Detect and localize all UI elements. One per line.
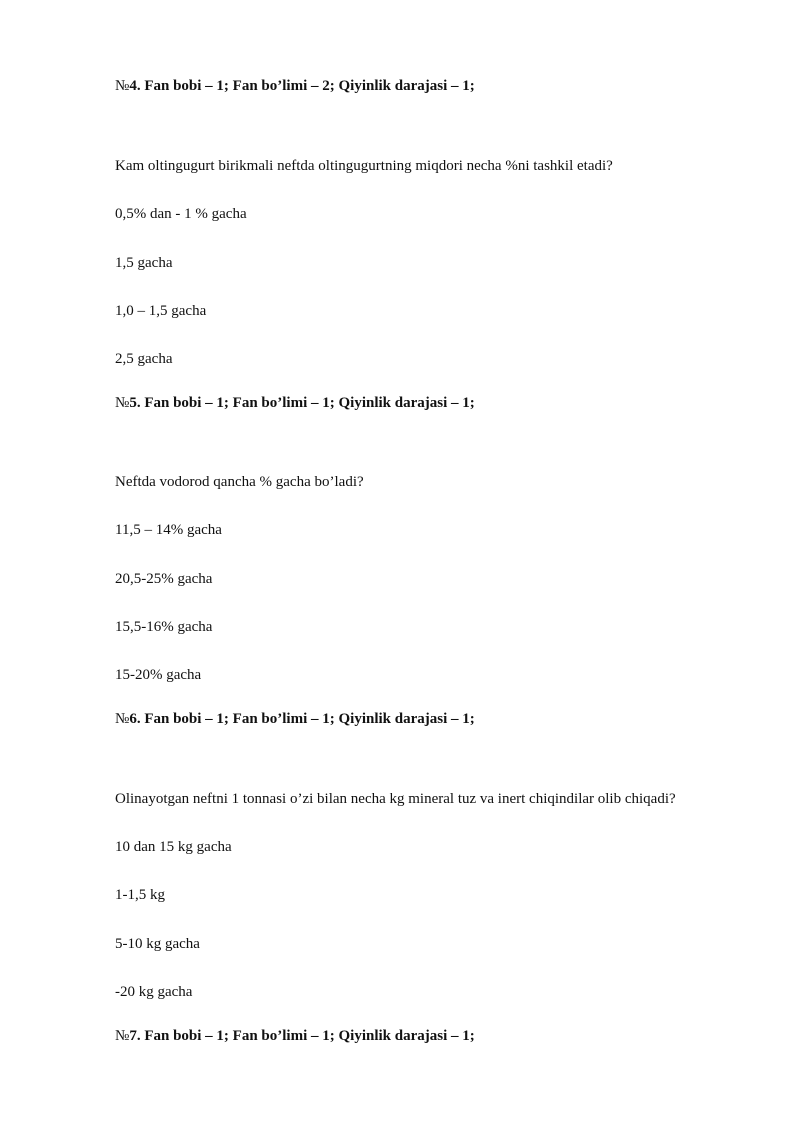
answer-option: 11,5 – 14% gacha <box>115 522 222 538</box>
question-header-text: 6. Fan bobi – 1; Fan bo’limi – 1; Qiyinlik darajasi – 1; <box>129 711 475 727</box>
answer-option: 1-1,5 kg <box>115 887 165 903</box>
question-text-4: Kam oltingugurt birikmali neftda oltingugurtning miqdori necha %ni tashkil etadi? <box>115 158 613 174</box>
answer-option: 10 dan 15 kg gacha <box>115 839 232 855</box>
question-header-text: 5. Fan bobi – 1; Fan bo’limi – 1; Qiyinlik darajasi – 1; <box>129 395 475 411</box>
answer-option: 5-10 kg gacha <box>115 936 200 952</box>
question-text-6: Olinayotgan neftni 1 tonnasi o’zi bilan necha kg mineral tuz va inert chiqindilar olib chiqadi? <box>115 791 676 807</box>
question-header-text: 4. Fan bobi – 1; Fan bo’limi – 2; Qiyinlik darajasi – 1; <box>129 78 475 94</box>
number-sign: № <box>115 711 130 727</box>
answer-option: 15,5-16% gacha <box>115 619 213 635</box>
answer-option: 1,0 – 1,5 gacha <box>115 303 207 319</box>
question-header-7 <box>115 1027 475 1045</box>
question-header-text: 7. Fan bobi – 1; Fan bo’limi – 1; Qiyinlik darajasi – 1; <box>129 1028 475 1044</box>
answer-option: 20,5-25% gacha <box>115 571 213 587</box>
answer-option: 2,5 gacha <box>115 351 173 367</box>
answer-option: -20 kg gacha <box>115 984 193 1000</box>
number-sign: № <box>115 395 130 411</box>
number-sign: № <box>115 78 130 94</box>
question-header-5 <box>115 394 475 412</box>
answer-option: 0,5% dan - 1 % gacha <box>115 206 247 222</box>
question-text-5: Neftda vodorod qancha % gacha bo’ladi? <box>115 474 364 490</box>
question-header-6 <box>115 710 475 728</box>
question-header-4 <box>115 77 475 95</box>
answer-option: 1,5 gacha <box>115 255 173 271</box>
number-sign: № <box>115 1028 130 1044</box>
answer-option: 15-20% gacha <box>115 667 202 683</box>
